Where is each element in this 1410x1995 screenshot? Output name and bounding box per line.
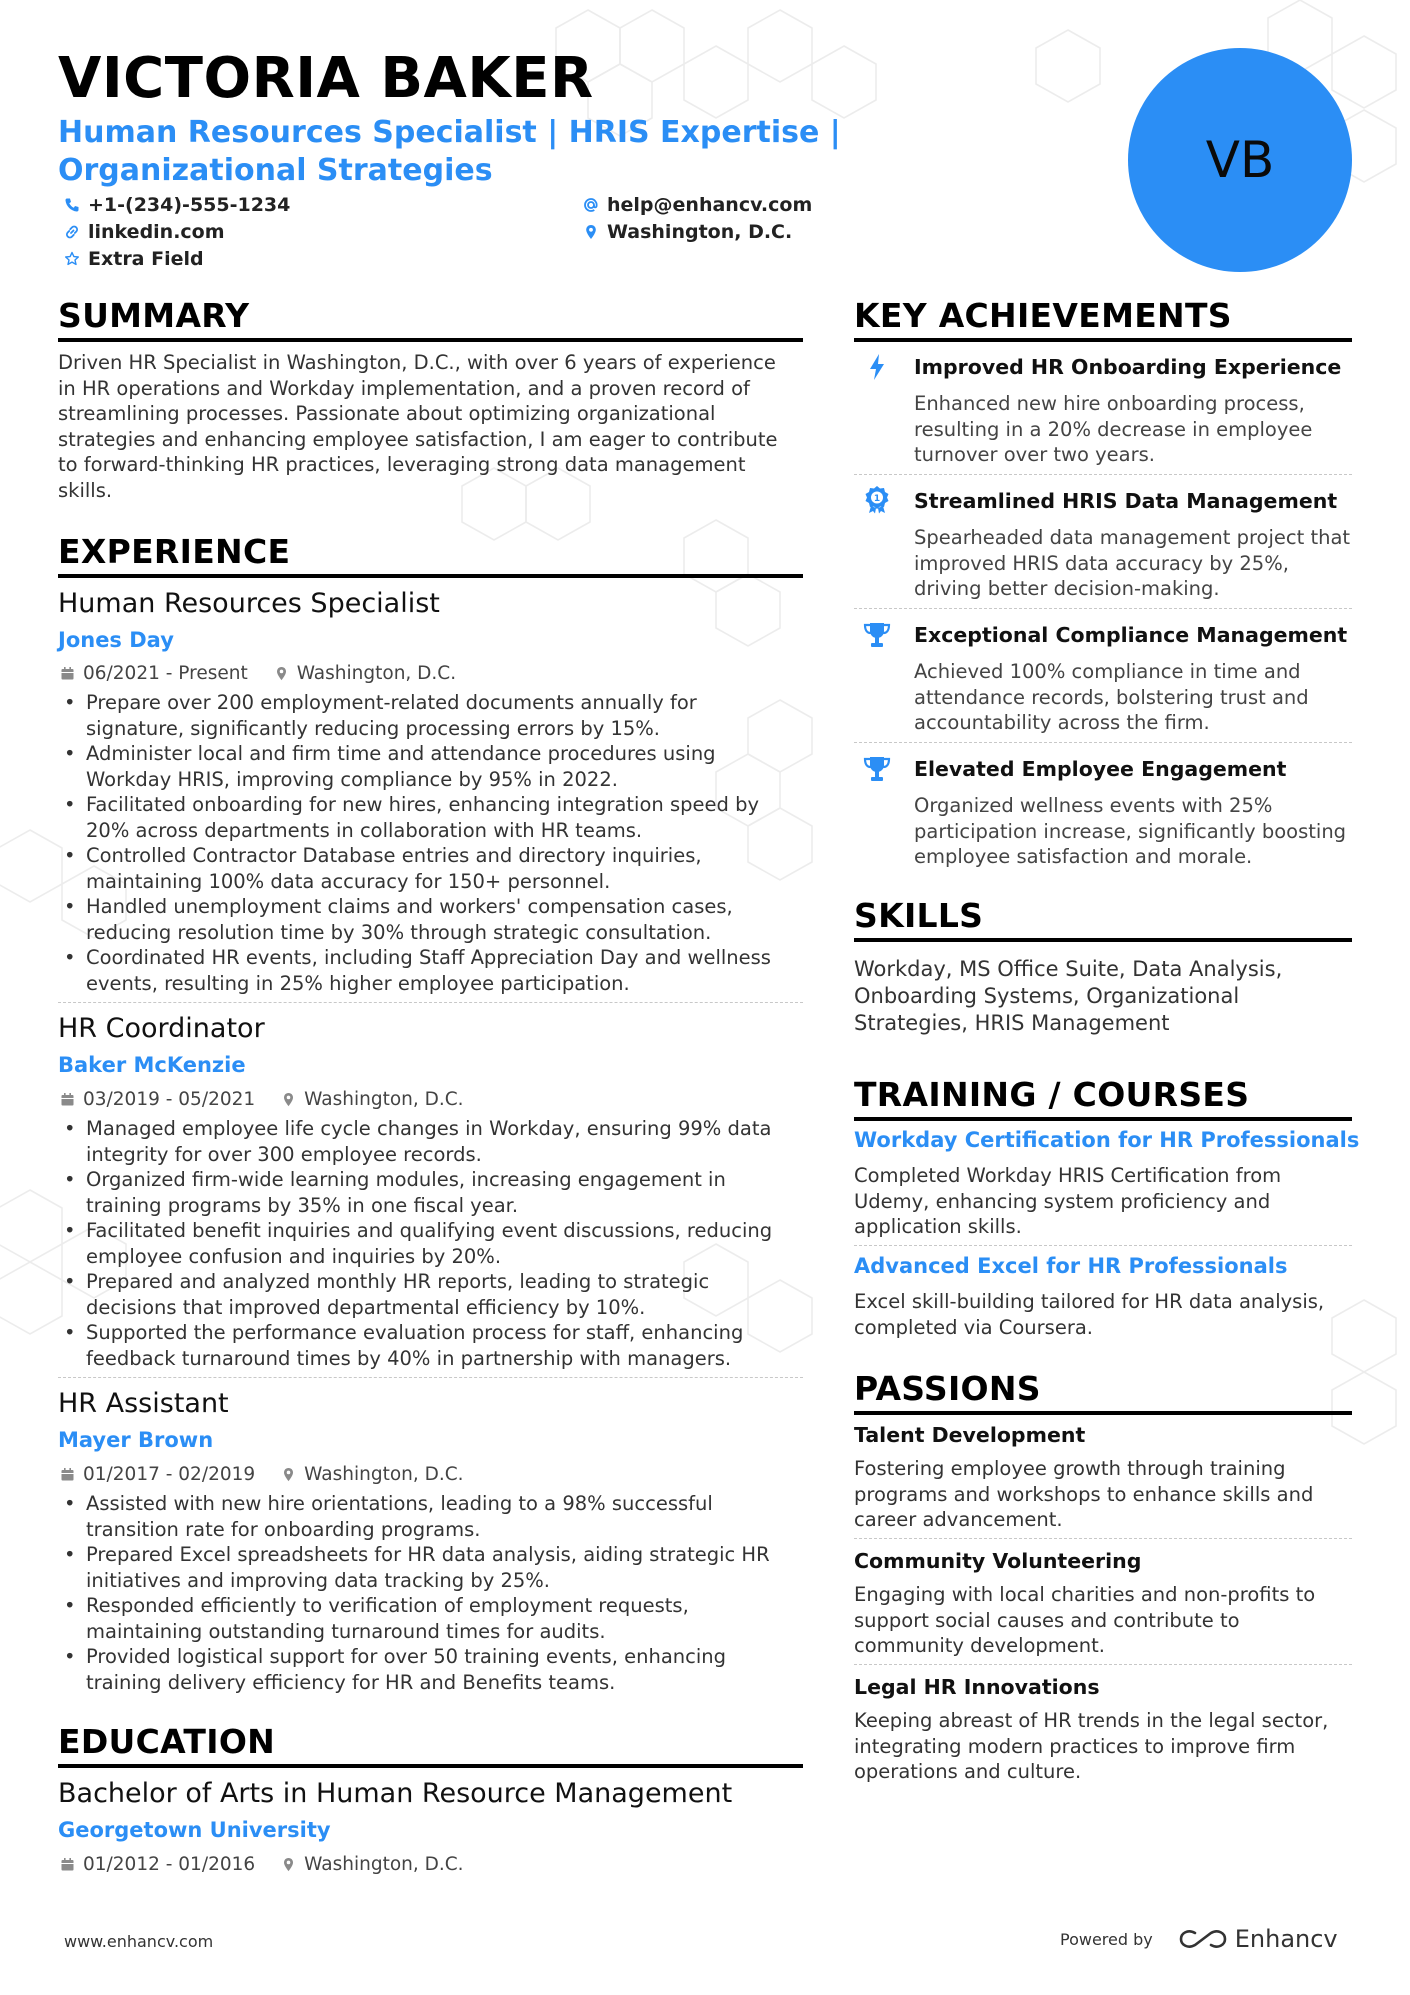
job-meta <box>60 1464 464 1485</box>
calendar-icon <box>60 666 75 681</box>
job-dates: 06/2021 - Present <box>83 663 248 684</box>
avatar <box>1128 48 1352 272</box>
email-text: help@enhancv.com <box>607 194 813 216</box>
job-title: Human Resources Specialist <box>58 588 440 619</box>
passions-rule <box>854 1411 1352 1415</box>
list-item: • Facilitated onboarding for new hires, enhancing integration speed by 20% across departments in collaboration with HR teams. <box>58 792 798 843</box>
school-name: Georgetown University <box>58 1818 331 1842</box>
map-pin-icon <box>281 1467 296 1482</box>
company-name: Baker McKenzie <box>58 1053 246 1077</box>
summary-text: Driven HR Specialist in Washington, D.C., with over 6 years of experience in HR operations and Workday implementation, and a proven record of streamlining processes. Passionate about optimizing organizational strategies and enhancing employee satisfaction, I am eager to contribute to forward-thinking HR practices, leveraging strong data management skills. <box>58 351 778 502</box>
enhancv-brand-name: Enhancv <box>1234 1925 1338 1953</box>
footer-website-link[interactable]: www.enhancv.com <box>64 1932 214 1951</box>
education-meta <box>60 1854 464 1875</box>
star-icon <box>64 251 80 267</box>
achievement-desc: Achieved 100% compliance in time and attendance records, bolstering trust and accountability across the firm. <box>914 660 1309 734</box>
skills-text: Workday, MS Office Suite, Data Analysis, Onboarding Systems, Organizational Strategies, HRIS Management <box>854 957 1283 1035</box>
list-item: • Managed employee life cycle changes in Workday, ensuring 99% data integrity for over 300 employee records. <box>58 1116 798 1167</box>
footer-branding[interactable] <box>1060 1925 1338 1953</box>
link-icon <box>64 224 80 240</box>
job-location: Washington, D.C. <box>304 1464 464 1485</box>
powered-by-label: Powered by <box>1060 1929 1153 1949</box>
list-item: • Controlled Contractor Database entries and directory inquiries, maintaining 100% data accuracy for 150+ personnel. <box>58 843 798 894</box>
list-item: • Handled unemployment claims and workers' compensation cases, reducing resolution time by 30% through strategic consultation. <box>58 894 798 945</box>
svg-text:1: 1 <box>873 494 881 504</box>
location-text: Washington, D.C. <box>607 221 793 243</box>
phone-contact[interactable] <box>64 194 290 216</box>
achievement-title: Exceptional Compliance Management <box>914 623 1348 647</box>
award-ribbon-icon <box>862 484 892 514</box>
divider <box>854 1538 1352 1539</box>
divider <box>854 1664 1352 1665</box>
course-title: Workday Certification for HR Professionals <box>854 1128 1360 1152</box>
degree-title: Bachelor of Arts in Human Resource Management <box>58 1778 733 1809</box>
list-item: • Assisted with new hire orientations, leading to a 98% successful transition rate for onboarding programs. <box>58 1491 798 1542</box>
list-item: • Responded efficiently to verification of employment requests, maintaining outstanding turnaround times for audits. <box>58 1593 798 1644</box>
linkedin-text: linkedin.com <box>88 221 225 243</box>
bolt-icon <box>862 352 892 382</box>
location-contact <box>583 221 792 243</box>
job-location: Washington, D.C. <box>304 1089 464 1110</box>
map-pin-icon <box>274 666 289 681</box>
achievements-heading: KEY ACHIEVEMENTS <box>854 296 1232 335</box>
calendar-icon <box>60 1092 75 1107</box>
experience-rule <box>58 574 803 578</box>
job-dates: 01/2017 - 02/2019 <box>83 1464 256 1485</box>
phone-text: +1-(234)-555-1234 <box>88 194 291 216</box>
job-bullets <box>58 1491 798 1695</box>
passion-title: Legal HR Innovations <box>854 1675 1100 1699</box>
education-location: Washington, D.C. <box>304 1854 464 1875</box>
passion-title: Community Volunteering <box>854 1549 1142 1573</box>
linkedin-contact[interactable] <box>64 221 225 243</box>
achievement-title: Streamlined HRIS Data Management <box>914 489 1338 513</box>
achievement-desc: Enhanced new hire onboarding process, resulting in a 20% decrease in employee turnover over two years. <box>914 392 1313 466</box>
list-item: • Prepared and analyzed monthly HR reports, leading to strategic decisions that improved departmental efficiency by 10%. <box>58 1269 798 1320</box>
map-pin-icon <box>583 224 599 240</box>
company-name: Jones Day <box>58 628 174 652</box>
extra-field-contact <box>64 248 204 270</box>
trophy-icon <box>862 754 892 784</box>
phone-icon <box>64 197 80 213</box>
experience-heading: EXPERIENCE <box>58 532 291 571</box>
list-item: • Organized firm-wide learning modules, increasing engagement in training programs by 35% in one fiscal year. <box>58 1167 798 1218</box>
map-pin-icon <box>281 1092 296 1107</box>
list-item: • Coordinated HR events, including Staff Appreciation Day and wellness events, resulting in 25% higher employee participation. <box>58 945 798 996</box>
divider <box>854 1245 1352 1246</box>
contact-info <box>58 192 858 276</box>
achievement-title: Elevated Employee Engagement <box>914 757 1287 781</box>
education-heading: EDUCATION <box>58 1722 276 1761</box>
summary-rule <box>58 338 803 342</box>
map-pin-icon <box>281 1857 296 1872</box>
company-name: Mayer Brown <box>58 1428 214 1452</box>
calendar-icon <box>60 1857 75 1872</box>
achievements-rule <box>854 338 1352 342</box>
achievement-desc: Organized wellness events with 25% participation increase, significantly boosting employee satisfaction and morale. <box>914 794 1347 868</box>
extra-field-text: Extra Field <box>88 248 204 270</box>
job-meta <box>60 1089 464 1110</box>
passion-desc: Keeping abreast of HR trends in the legal sector, integrating modern practices to improve firm operations and culture. <box>854 1709 1329 1783</box>
trophy-icon <box>862 620 892 650</box>
divider <box>58 1002 803 1003</box>
candidate-name: VICTORIA BAKER <box>58 46 594 111</box>
achievement-title: Improved HR Onboarding Experience <box>914 355 1342 379</box>
job-location: Washington, D.C. <box>296 663 457 684</box>
avatar-initials: VB <box>1205 131 1275 189</box>
at-sign-icon <box>583 197 599 213</box>
list-item: • Supported the performance evaluation process for staff, enhancing feedback turnaround times by 40% in partnership with managers. <box>58 1320 798 1371</box>
enhancv-logo-icon <box>1179 1927 1227 1951</box>
divider <box>854 608 1352 609</box>
email-contact[interactable] <box>583 194 812 216</box>
list-item: • Provided logistical support for over 50 training events, enhancing training delivery efficiency for HR and Benefits teams. <box>58 1644 798 1695</box>
passion-desc: Fostering employee growth through training programs and workshops to enhance skills and career advancement. <box>854 1457 1314 1531</box>
job-title: HR Coordinator <box>58 1013 265 1044</box>
course-desc: Excel skill-building tailored for HR data analysis, completed via Coursera. <box>854 1290 1325 1339</box>
summary-heading: SUMMARY <box>58 296 250 335</box>
list-item: • Prepare over 200 employment-related documents annually for signature, significantly reducing processing errors by 15%. <box>58 690 798 741</box>
training-rule <box>854 1117 1352 1121</box>
headline: Human Resources Specialist | HRIS Expertise | Organizational Strategies <box>58 115 841 188</box>
divider <box>58 1377 803 1378</box>
skills-rule <box>854 938 1352 942</box>
achievement-desc: Spearheaded data management project that improved HRIS data accuracy by 25%, driving better decision-making. <box>914 526 1351 600</box>
course-desc: Completed Workday HRIS Certification from Udemy, enhancing system proficiency and application skills. <box>854 1164 1282 1238</box>
passion-title: Talent Development <box>854 1423 1086 1447</box>
job-bullets <box>58 1116 798 1371</box>
job-dates: 03/2019 - 05/2021 <box>83 1089 256 1110</box>
list-item: • Prepared Excel spreadsheets for HR data analysis, aiding strategic HR initiatives and improving data tracking by 25%. <box>58 1542 798 1593</box>
skills-heading: SKILLS <box>854 896 984 935</box>
job-meta <box>60 663 456 684</box>
divider <box>854 742 1352 743</box>
education-dates: 01/2012 - 01/2016 <box>83 1854 256 1875</box>
job-bullets <box>58 690 798 996</box>
calendar-icon <box>60 1467 75 1482</box>
course-title: Advanced Excel for HR Professionals <box>854 1254 1288 1278</box>
training-heading: TRAINING / COURSES <box>854 1075 1250 1114</box>
divider <box>854 474 1352 475</box>
passions-heading: PASSIONS <box>854 1369 1041 1408</box>
passion-desc: Engaging with local charities and non-profits to support social causes and contribute to community development. <box>854 1583 1316 1657</box>
list-item: • Facilitated benefit inquiries and qualifying event discussions, reducing employee confusion and inquiries by 20%. <box>58 1218 798 1269</box>
education-rule <box>58 1764 803 1768</box>
job-title: HR Assistant <box>58 1388 229 1419</box>
list-item: • Administer local and firm time and attendance procedures using Workday HRIS, improving compliance by 95% in 2022. <box>58 741 798 792</box>
